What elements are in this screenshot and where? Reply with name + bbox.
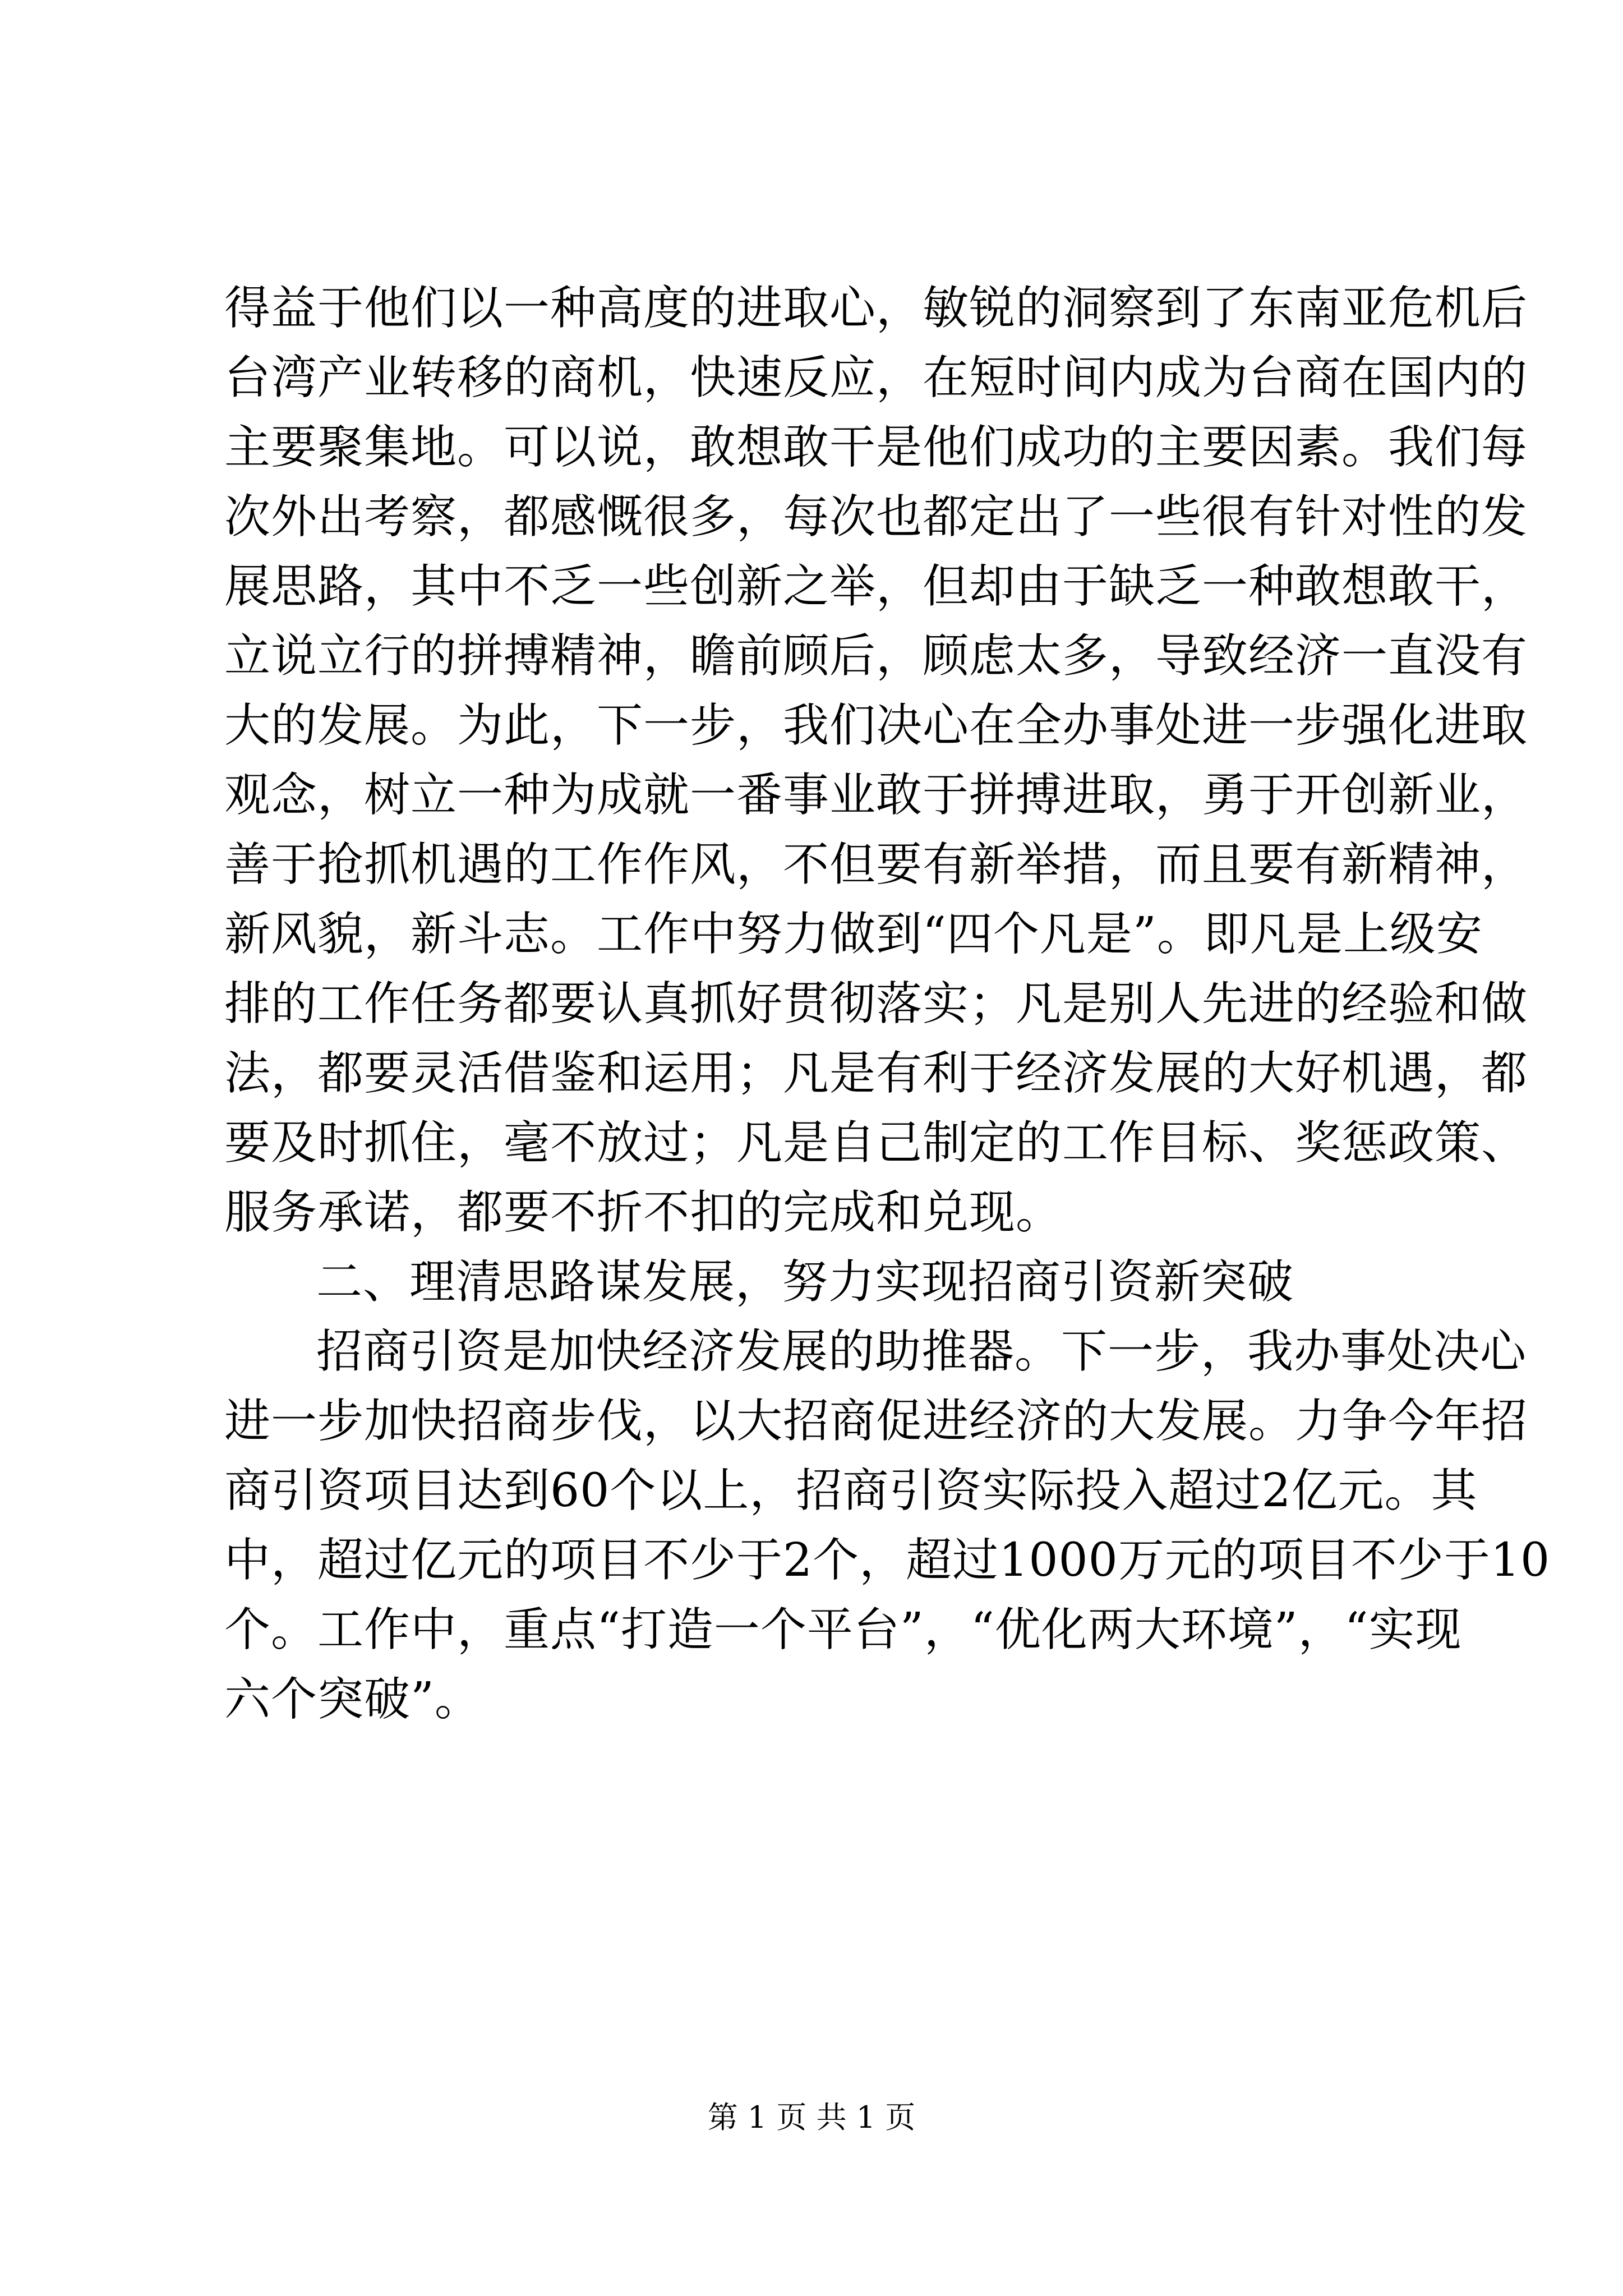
section-heading: 二、理清思路谋发展，努力实现招商引资新突破 — [316, 1255, 1294, 1309]
text-line: 大的发展。为此，下一步，我们决心在全办事处进一步强化进取 — [224, 699, 1528, 752]
text-line: 服务承诺，都要不折不扣的完成和兑现。 — [224, 1186, 1063, 1239]
text-line: 得益于他们以一种高度的进取心，敏锐的洞察到了东南亚危机后 — [224, 282, 1528, 335]
page-footer — [0, 2098, 1623, 2137]
text-line: 台湾产业转移的商机，快速反应，在短时间内成为台商在国内的 — [224, 351, 1528, 404]
text-line: 要及时抓住，毫不放过；凡是自己制定的工作目标、奖惩政策、 — [224, 1116, 1528, 1170]
text-line: 中，超过亿元的项目不少于2个，超过1000万元的项目不少于10 — [224, 1534, 1551, 1587]
text-line: 商引资项目达到60个以上，招商引资实际投入超过2亿元。其 — [224, 1464, 1478, 1517]
text-line: 观念，树立一种为成就一番事业敢于拼搏进取，勇于开创新业， — [224, 769, 1528, 822]
text-line: 展思路，其中不乏一些创新之举，但却由于缺乏一种敢想敢干， — [224, 560, 1528, 613]
page-number-label: 第 1 页 共 1 页 — [707, 2100, 916, 2135]
text-line: 法，都要灵活借鉴和运用；凡是有利于经济发展的大好机遇，都 — [224, 1047, 1528, 1100]
text-line: 善于抢抓机遇的工作作风，不但要有新举措，而且要有新精神， — [224, 838, 1528, 891]
text-line: 立说立行的拼搏精神，瞻前顾后，顾虑太多，导致经济一直没有 — [224, 629, 1528, 683]
text-line: 招商引资是加快经济发展的助推器。下一步，我办事处决心 — [316, 1325, 1527, 1378]
text-line: 次外出考察，都感慨很多，每次也都定出了一些很有针对性的发 — [224, 490, 1528, 544]
text-line: 个。工作中，重点“打造一个平台”，“优化两大环境”，“实现 — [224, 1603, 1462, 1657]
text-line: 主要聚集地。可以说，敢想敢干是他们成功的主要因素。我们每 — [224, 421, 1528, 474]
text-line: 进一步加快招商步伐，以大招商促进经济的大发展。力争今年招 — [224, 1395, 1528, 1448]
document-body — [224, 274, 1551, 1734]
text-line: 新风貌，新斗志。工作中努力做到“四个凡是”。即凡是上级安 — [224, 908, 1483, 961]
text-line: 六个突破”。 — [224, 1673, 481, 1726]
text-line: 排的工作任务都要认真抓好贯彻落实；凡是别人先进的经验和做 — [224, 977, 1528, 1030]
